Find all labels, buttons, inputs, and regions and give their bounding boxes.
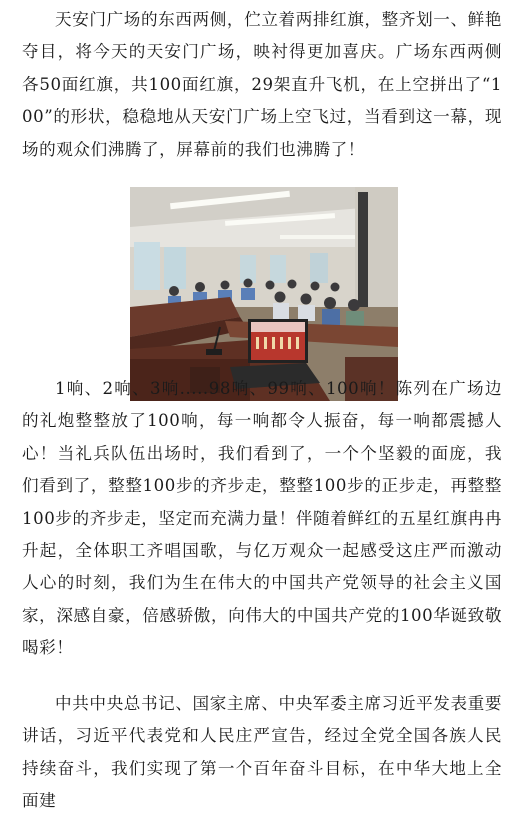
paragraph-1: 天安门广场的东西两侧，伫立着两排红旗，整齐划一、鲜艳夺目，将今天的天安门广场，映衬得更加喜庆。广场东西两侧各50面红旗，共100面红旗，29架直升飞机，在上空拼出了“100”的形状，稳稳地从天安门广场上空飞过，当看到这一幕，现场的观众们沸腾了，屏幕前的我们也沸腾了！ [22, 10, 502, 159]
meeting-room-photo [130, 187, 398, 401]
paragraph-3: 中共中央总书记、国家主席、中央军委主席习近平发表重要讲话，习近平代表党和人民庄严宣告，经过全党全国各族人民持续奋斗，我们实现了第一个百年奋斗目标，在中华大地上全面建 [22, 694, 502, 811]
meeting-room-photo-illustration [130, 187, 398, 401]
paragraph-2: 1响、2响、3响.....98响、99响、100响！陈列在广场边的礼炮整整放了100响，每一响都令人振奋，每一响都震撼人心！当礼兵队伍出场时，我们看到了，一个个坚毅的面庞，我们看到了，整整100步的齐步走，整整100步的正步走，再整整100步的齐步走，坚定而充满力量！伴随着鲜红的五星红旗冉冉升起，全体职工齐唱国歌，与亿万观众一起感受这庄严而激动人心的时刻，我们为生在伟大的中国共产党领导的社会主义国家，深感自豪，倍感骄傲，向伟大的中国共产党的100华诞致敬喝彩！ [22, 379, 502, 658]
